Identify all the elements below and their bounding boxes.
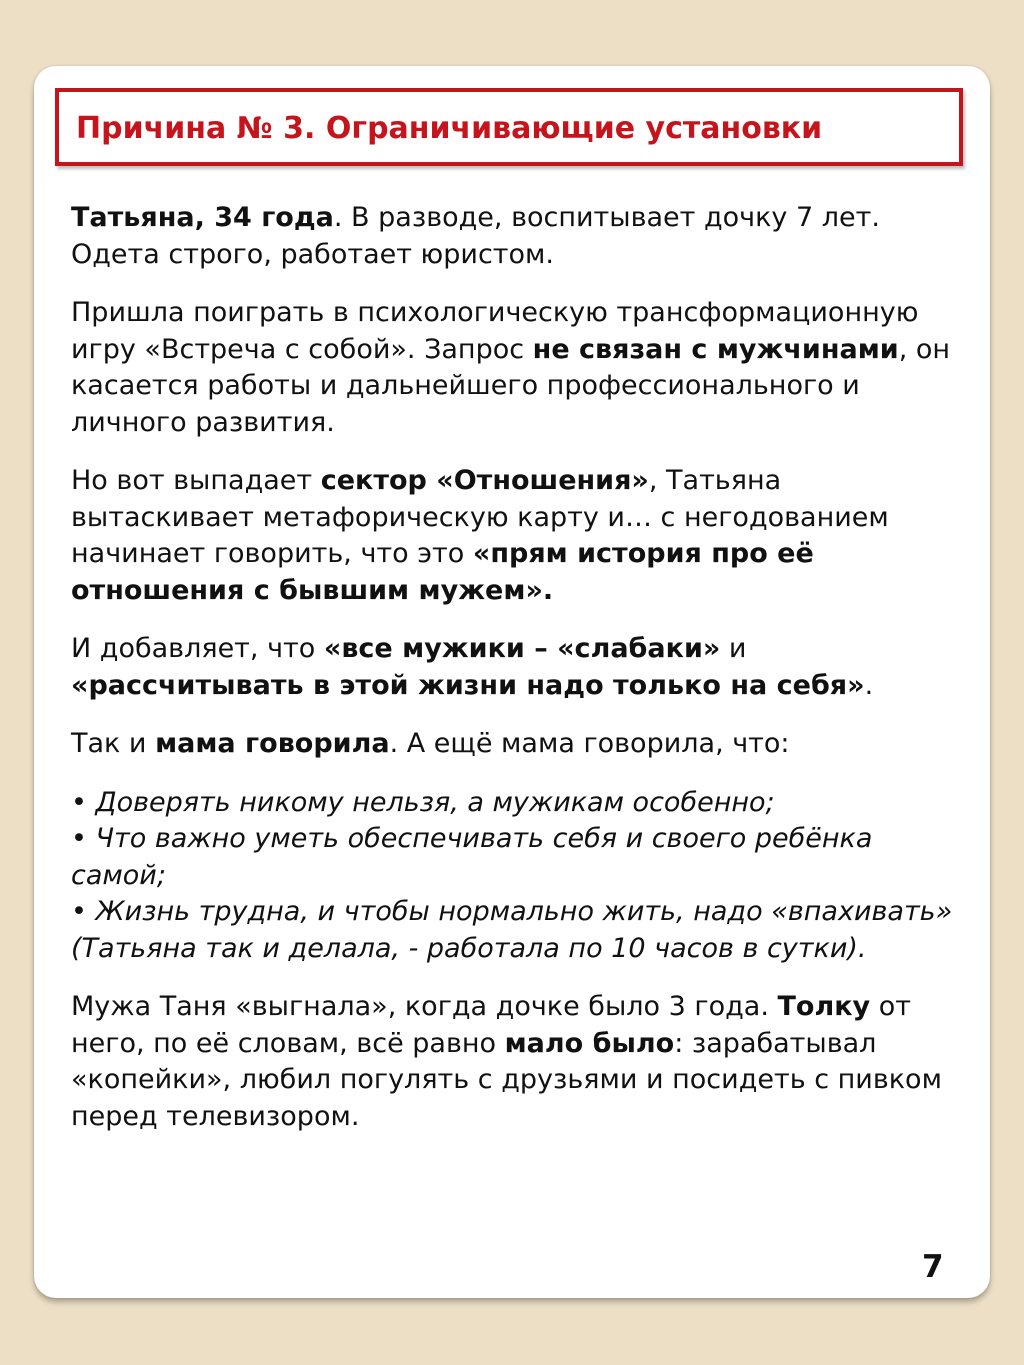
text: , он касается работы и дальнейшего профессионального и личного развития. [71, 333, 951, 438]
paragraph-1 [71, 200, 971, 273]
bold-text: Толку [777, 991, 871, 1022]
bold-text: сектор «Отношения» [320, 465, 649, 496]
bold-text: мама говорила [155, 728, 390, 759]
title-box [55, 88, 963, 166]
page-number: 7 [922, 1249, 944, 1285]
bold-text: «рассчитывать в этой жизни надо только на себя» [71, 669, 865, 701]
bullet-item: • Что важно уметь обеспечивать себя и своего ребёнка самой; [71, 823, 873, 891]
text: . [864, 669, 874, 701]
text: Так и [71, 728, 156, 759]
bullet-item: • Доверять никому нельзя, а мужикам особенно; [71, 786, 775, 818]
text: , Татьяна вытаскивает метафорическую карту и… с негодованием начинает говорить, что это [71, 465, 889, 569]
text: Мужа Таня «выгнала», когда дочке было 3 года. [71, 991, 778, 1022]
bold-text: Татьяна, 34 года [71, 202, 334, 233]
bullet-list [71, 785, 971, 968]
paragraph-2 [71, 295, 971, 441]
bold-text: мало было [504, 1027, 675, 1059]
paragraph-5 [71, 726, 971, 763]
text: от него, по её словам, всё равно [71, 991, 911, 1059]
bold-text: не связан с мужчинами [532, 333, 899, 365]
text: Но вот выпадает [71, 465, 321, 496]
slide-body [71, 200, 971, 1157]
paragraph-3 [71, 463, 971, 609]
bullet-item: • Жизнь трудна, и чтобы нормально жить, надо «впахивать» (Татьяна так и делала, - работала по 10 часов в сутки). [71, 896, 953, 964]
slide-title: Причина № 3. Ограничивающие установки [76, 111, 823, 146]
text: и [720, 633, 747, 664]
paragraph-6 [71, 989, 971, 1135]
text: . В разводе, воспитывает дочку 7 лет. Одета строго, работает юристом. [71, 202, 880, 270]
bold-text: «прям история про её отношения с бывшим мужем». [71, 538, 814, 606]
paragraph-4 [71, 631, 971, 704]
text: И добавляет, что [71, 633, 324, 664]
text: : зарабатывал «копейки», любил погулять с друзьями и посидеть с пивком перед телевизором. [71, 1027, 942, 1132]
text: . А ещё мама говорила, что: [389, 728, 790, 759]
bold-text: «все мужики – «слабаки» [323, 633, 721, 664]
text: Пришла поиграть в психологическую трансформационную игру «Встреча с собой». Запрос [71, 297, 919, 365]
